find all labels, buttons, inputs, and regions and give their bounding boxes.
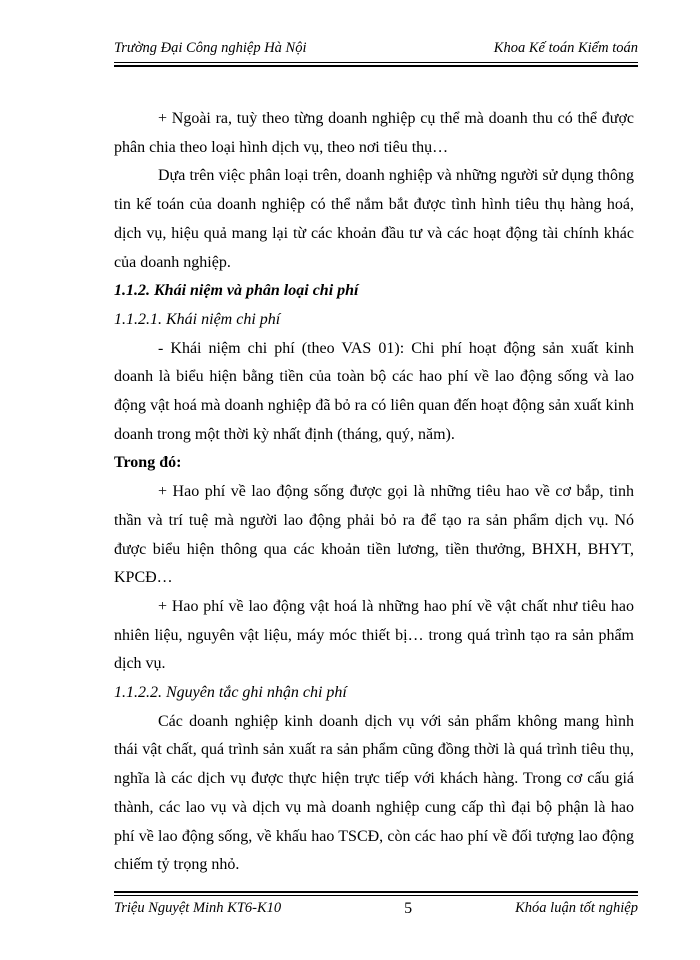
footer-rule-thin (114, 895, 638, 896)
subsection-heading-1-1-2-1: 1.1.2.1. Khái niệm chi phí (114, 310, 281, 328)
paragraph-revenue-classification: + Ngoài ra, tuỳ theo từng doanh nghiệp cụ thể mà doanh thu có thể được phân chia theo loại hình dịch vụ, theo nơi tiêu thụ… (114, 110, 634, 156)
label-trong-do: Trong đó: (114, 454, 182, 472)
page-body (114, 105, 634, 880)
section-heading-1-1-2: 1.1.2. Khái niệm và phân loại chi phí (114, 282, 359, 300)
subsection-heading-1-1-2-2: 1.1.2.2. Nguyên tắc ghi nhận chi phí (114, 684, 347, 702)
page-footer (114, 900, 638, 918)
header-faculty: Khoa Kế toán Kiểm toán (493, 40, 638, 56)
paragraph-cost-definition: - Khái niệm chi phí (theo VAS 01): Chi phí hoạt động sản xuất kinh doanh là biểu hiện bằng tiền của toàn bộ các hao phí về lao động sống và lao động vật hoá mà doanh nghiệp đã bỏ ra có liên quan đến hoạt động sản xuất kinh doanh trong một thời kỳ nhất định (tháng, quý, năm). (114, 339, 634, 443)
paragraph-cost-recognition: Các doanh nghiệp kinh doanh dịch vụ với sản phẩm không mang hình thái vật chất, quá trình sản xuất ra sản phẩm cũng đồng thời là quá trình tiêu thụ, nghĩa là các dịch vụ được thực hiện trực tiếp với khách hàng. Trong cơ cấu giá thành, các lao vụ và dịch vụ mà doanh nghiệp cung cấp thì đại bộ phận là hao phí về lao động sống, về khấu hao TSCĐ, còn các hao phí về đối tượng lao động chiếm tỷ trọng nhỏ. (114, 712, 634, 874)
paragraph-materialized-labor: + Hao phí về lao động vật hoá là những hao phí về vật chất như tiêu hao nhiên liệu, nguyên vật liệu, máy móc thiết bị… trong quá trình tạo ra sản phẩm dịch vụ. (114, 597, 634, 673)
footer-author: Triệu Nguyệt Minh KT6-K10 (114, 900, 282, 916)
paragraph-living-labor: + Hao phí về lao động sống được gọi là những tiêu hao về cơ bắp, tinh thần và trí tuệ mà người lao động phải bỏ ra để tạo ra sản phẩm dịch vụ. Nó được biểu hiện thông qua các khoản tiền lương, tiền thưởng, BHXH, BHYT, KPCĐ… (114, 483, 634, 587)
page-number: 5 (404, 900, 413, 917)
header-school: Trường Đại Công nghiệp Hà Nội (114, 40, 307, 56)
footer-rule-thick (114, 891, 638, 893)
footer-doc-type: Khóa luận tốt nghiệp (515, 900, 638, 916)
page-header (114, 40, 638, 57)
header-rule-thick (114, 65, 638, 67)
paragraph-classification-use: Dựa trên việc phân loại trên, doanh nghiệp và những người sử dụng thông tin kế toán của doanh nghiệp có thể nắm bắt được tình hình tiêu thụ hàng hoá, dịch vụ, hiệu quả mang lại từ các khoản đầu tư và các hoạt động tài chính khác của doanh nghiệp. (114, 167, 634, 271)
header-rule-thin (114, 62, 638, 63)
